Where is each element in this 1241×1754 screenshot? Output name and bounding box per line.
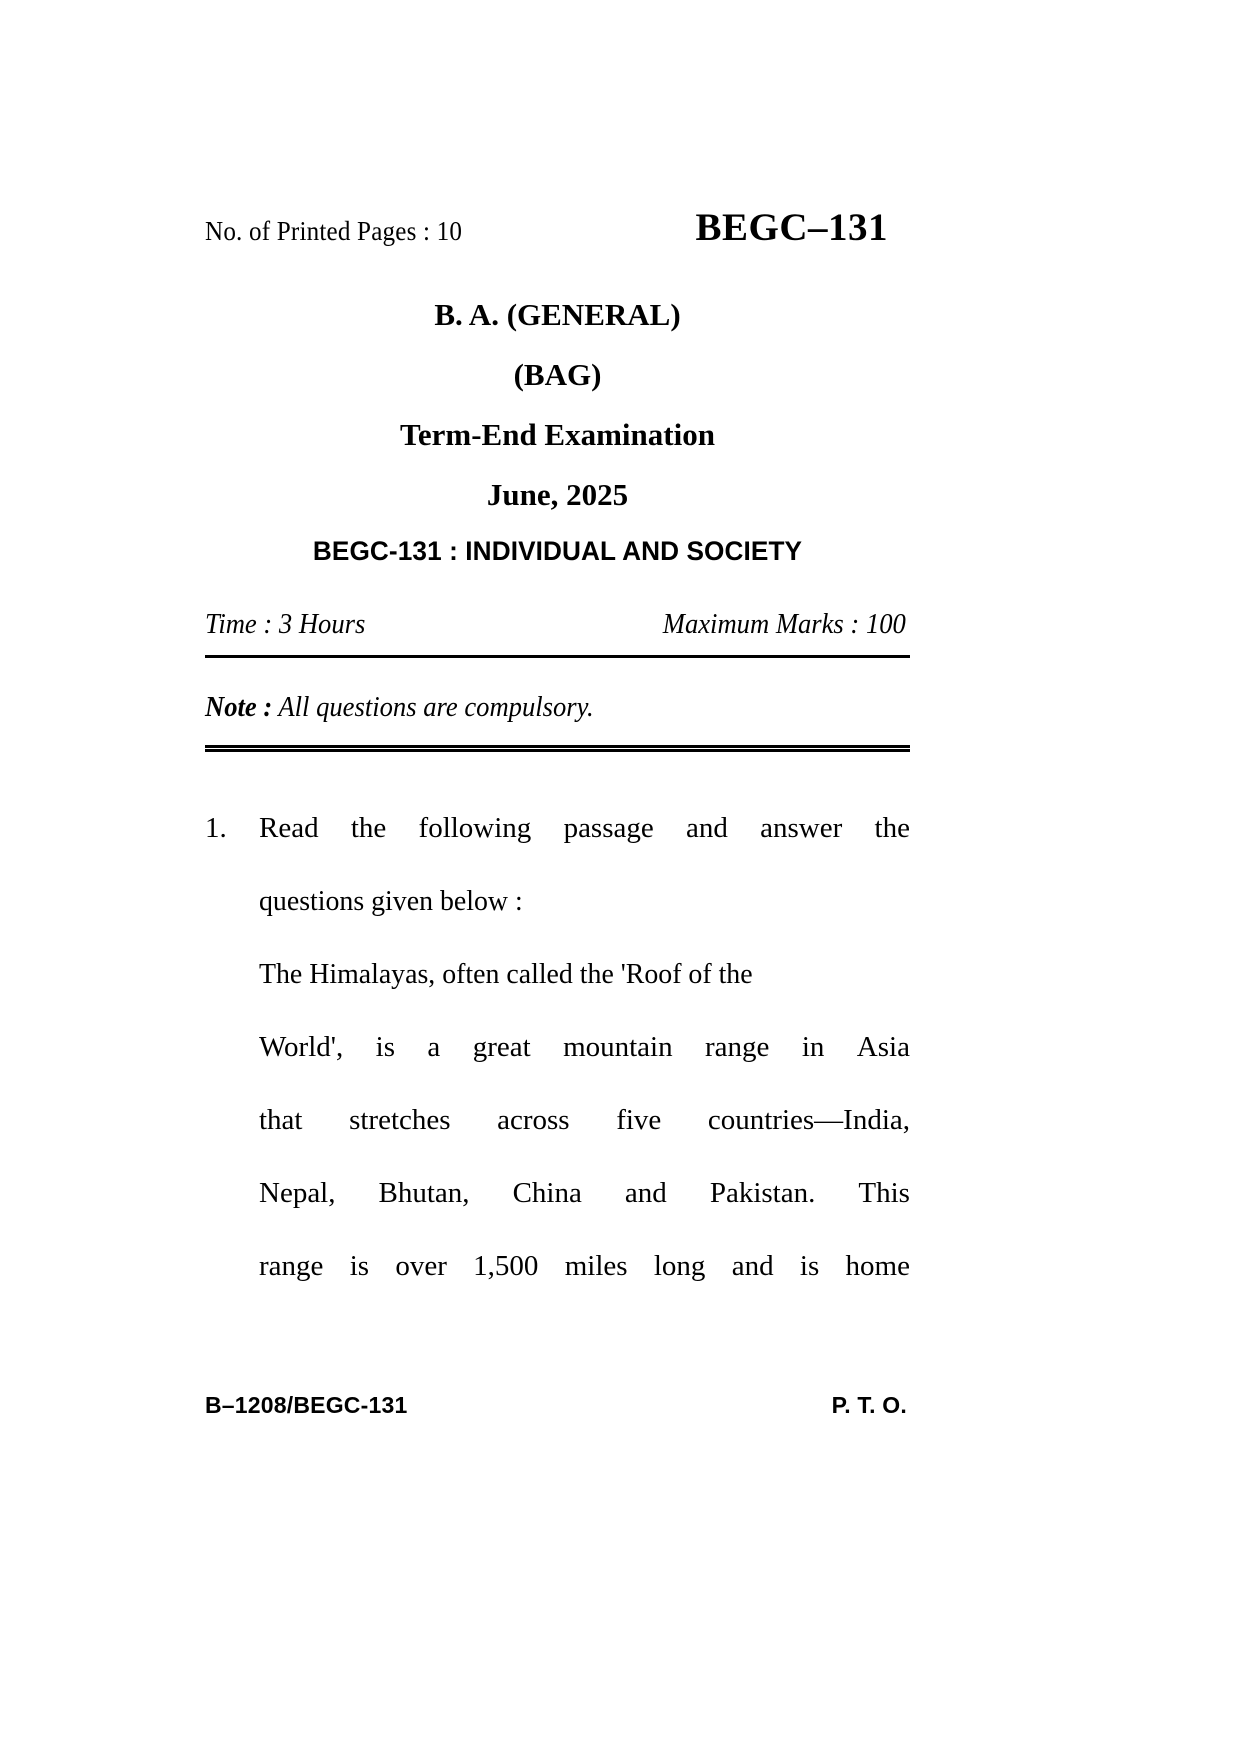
- examination-title: Term-End Examination: [400, 417, 715, 452]
- word: is: [799, 1250, 820, 1282]
- footer-paper-reference: B–1208/BEGC-131: [205, 1392, 408, 1418]
- word: and: [624, 1177, 667, 1209]
- exam-maximum-marks: Maximum Marks : 100: [662, 609, 906, 640]
- word: the: [350, 812, 387, 844]
- examination-session: June, 2025: [486, 477, 629, 512]
- word: Asia: [856, 1031, 910, 1063]
- printed-pages-label: No. of Printed Pages : 10: [205, 216, 463, 246]
- word: stretches: [349, 1104, 451, 1136]
- note-line: [205, 692, 875, 724]
- passage-line-1: The Himalayas, often called the 'Roof of the: [259, 958, 753, 990]
- word: long: [653, 1250, 706, 1282]
- word: countries—India,: [707, 1104, 910, 1136]
- question-number: 1.: [205, 812, 227, 844]
- exam-duration: Time : 3 Hours: [205, 609, 366, 640]
- word: great: [472, 1031, 531, 1063]
- word: is: [375, 1031, 395, 1063]
- passage-line-4: [259, 1157, 910, 1230]
- exam-meta-row: [205, 609, 910, 641]
- word: range: [259, 1250, 324, 1282]
- footer-pto-label: P. T. O.: [831, 1392, 907, 1418]
- paper-code: BEGC–131: [695, 206, 888, 249]
- word: a: [427, 1031, 441, 1063]
- note-label: Note :: [205, 692, 273, 723]
- word: World',: [259, 1031, 344, 1063]
- page-header: [205, 205, 910, 261]
- passage-line-5: [259, 1230, 910, 1303]
- word: answer: [760, 812, 843, 844]
- divider-rule-double: [205, 745, 910, 752]
- word: is: [349, 1250, 370, 1282]
- word: and: [686, 812, 728, 844]
- word: miles: [564, 1250, 628, 1282]
- page-footer: [205, 1392, 915, 1419]
- word: Bhutan,: [378, 1177, 470, 1209]
- title-block: [205, 299, 910, 567]
- note-text: All questions are compulsory.: [278, 692, 594, 723]
- program-title: (BAG): [513, 357, 602, 392]
- word: in: [801, 1031, 825, 1063]
- degree-title: B. A. (GENERAL): [434, 297, 681, 332]
- word: following: [418, 812, 532, 844]
- word: home: [845, 1250, 910, 1282]
- word: Nepal,: [259, 1177, 336, 1209]
- passage-line-3: [259, 1084, 910, 1157]
- page-content: [205, 205, 910, 1303]
- word: range: [705, 1031, 770, 1063]
- word: five: [616, 1104, 662, 1136]
- question-prompt-line-1: [259, 792, 910, 865]
- word: the: [874, 812, 910, 844]
- word: Pakistan.: [709, 1177, 816, 1209]
- question-prompt-line-2: questions given below :: [259, 885, 523, 917]
- word: 1,500: [473, 1250, 539, 1282]
- word: passage: [563, 812, 654, 844]
- question-body: [259, 792, 910, 1303]
- word: This: [858, 1177, 910, 1209]
- word: mountain: [563, 1031, 673, 1063]
- subject-title: BEGC-131 : INDIVIDUAL AND SOCIETY: [312, 536, 803, 566]
- word: and: [731, 1250, 774, 1282]
- divider-rule-top: [205, 655, 910, 658]
- word: China: [512, 1177, 582, 1209]
- word: Read: [259, 812, 319, 844]
- word: across: [497, 1104, 570, 1136]
- word: over: [395, 1250, 447, 1282]
- passage-line-2: [259, 1011, 910, 1084]
- question-1: [205, 792, 910, 1303]
- word: that: [259, 1104, 303, 1136]
